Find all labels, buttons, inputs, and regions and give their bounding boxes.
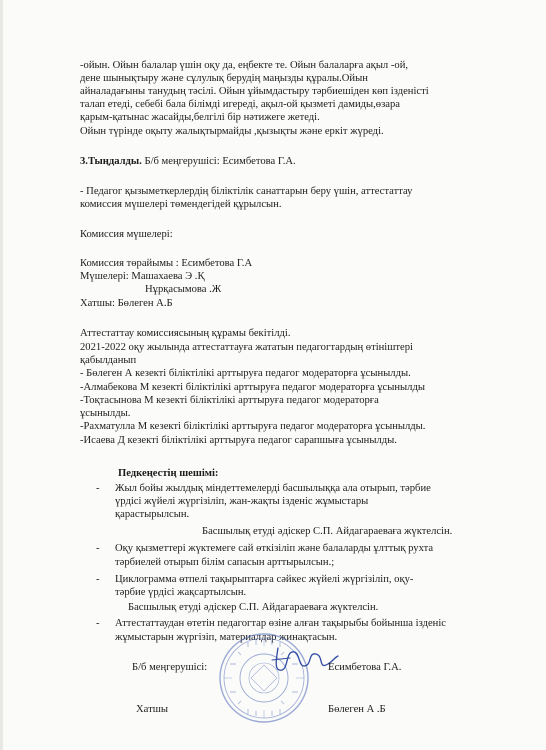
list-bullet: -: [96, 574, 100, 585]
nomination-line: -Алмабекова М кезекті біліктілікі арттыруға педагог модераторға ұсынылды: [80, 382, 425, 393]
list-bullet: -: [96, 543, 100, 554]
commission-heading: Комиссия мүшелері:: [80, 229, 173, 240]
year-line: қабылданып: [80, 355, 137, 366]
decision-line: Оқу қызметтері жүктемеге сай өткізіліп және балаларды ұлттық рухта: [115, 543, 434, 554]
secretary-label: Хатшы: [136, 704, 168, 715]
decision-line: тәрбиелей отырып білім сапасын арттырылсын.;: [115, 557, 335, 568]
nomination-line: -Исаева Д кезекті біліктілікі арттыруға педагог сарапшыға ұсынылды.: [80, 435, 397, 446]
intro-line: айналадағыны танудың тәсілі. Ойын ұйымдастыру тәрбиешіден көп ізденісті: [80, 86, 429, 97]
scan-edge: [0, 0, 3, 750]
decision-line: Жыл бойы жылдық міндеттемелерді басшылыққа ала отырып, тәрбие: [115, 483, 431, 494]
commission-members: Мүшелері: Машахаева Э .Қ: [80, 271, 205, 282]
list-bullet: -: [96, 483, 100, 494]
decision-line: тәрбие үрдісі жақсартылсын.: [115, 587, 247, 598]
year-line: 2021-2022 оқу жылында аттестаттауға жататын педагогтардың өтініштері: [80, 342, 413, 353]
intro-line: -ойын. Ойын балалар үшін оқу да, еңбекте те. Ойын балаларға ақыл -ой,: [80, 60, 409, 71]
intro-line: талап етеді, себебі бала білімді игереді, ақыл-ой қызметі дамиды,өзара: [80, 99, 400, 110]
section3-heading: [80, 155, 296, 168]
decision-line: Циклограмма өтпелі тақырыптарға сәйкес жүйелі жүргізіліп, оқу-: [115, 574, 414, 585]
nomination-line: - Бөлеген А кезекті біліктілікі арттыруға педагог модераторға ұсынылды.: [80, 368, 411, 379]
decision-line: Аттестаттаудан өтетін педагогтар өзіне алған тақырыбы бойынша ізденіс: [115, 618, 446, 629]
section3-label: 3.Тыңдалды.: [80, 156, 142, 167]
commission-member: Нұрқасымова .Ж: [145, 284, 222, 295]
decision-heading: Педкеңестің шешімі:: [118, 468, 219, 479]
section3-text: Б/б меңгерушісі: Есимбетова Г.А.: [141, 156, 296, 167]
decision-line: үрдісі жүйелі жүргізіліп, жан-жақты ізденіс жұмыстары: [115, 496, 369, 507]
approved-line: Аттестаттау комиссиясының құрамы бекітілді.: [80, 328, 291, 339]
attestation-intro-line: комиссия мүшелері төмендегідей құрылсын.: [80, 199, 282, 210]
decision-responsible: Басшылық етуді әдіскер С.П. Айдагараеваға жүктелсін.: [202, 526, 453, 537]
commission-chair: Комиссия төрайымы : Есимбетова Г.А: [80, 258, 253, 269]
nomination-line: ұсынылды.: [80, 408, 131, 419]
intro-line: дене шынықтыру және сұлулық берудің маңызды құралы.Ойын: [80, 73, 368, 84]
nomination-line: -Тоқтасынова М кезекті біліктілікі арттыруға педагог модераторға: [80, 395, 379, 406]
secretary-name: Бөлеген А .Б: [328, 704, 386, 715]
intro-line: Ойын түрінде оқыту жалықтырмайды ,қызықты және еркіт жүреді.: [80, 126, 384, 137]
intro-line: қарым-қатынас жасайды,белгілі бір нәтижеге жетеді.: [80, 112, 320, 123]
decision-responsible: Басшылық етуді әдіскер С.П. Айдагараеваға жүктелсін.: [128, 602, 379, 613]
head-label: Б/б меңгерушісі:: [132, 662, 208, 673]
nomination-line: -Рахматулла М кезекті біліктілікі арттыруға педагог модераторға ұсынылды.: [80, 421, 426, 432]
decision-line: жұмыстарын жүргізіп, материалдар жинақтасын.: [115, 632, 338, 643]
commission-secretary: Хатшы: Бөлеген А.Б: [80, 298, 173, 309]
head-name: Есимбетова Г.А.: [328, 662, 402, 673]
list-bullet: -: [96, 618, 100, 629]
attestation-intro-line: - Педагог қызыметкерлердің біліктілік санаттарын беру үшін, аттестаттау: [80, 186, 413, 197]
decision-line: қарастырылсын.: [115, 509, 190, 520]
